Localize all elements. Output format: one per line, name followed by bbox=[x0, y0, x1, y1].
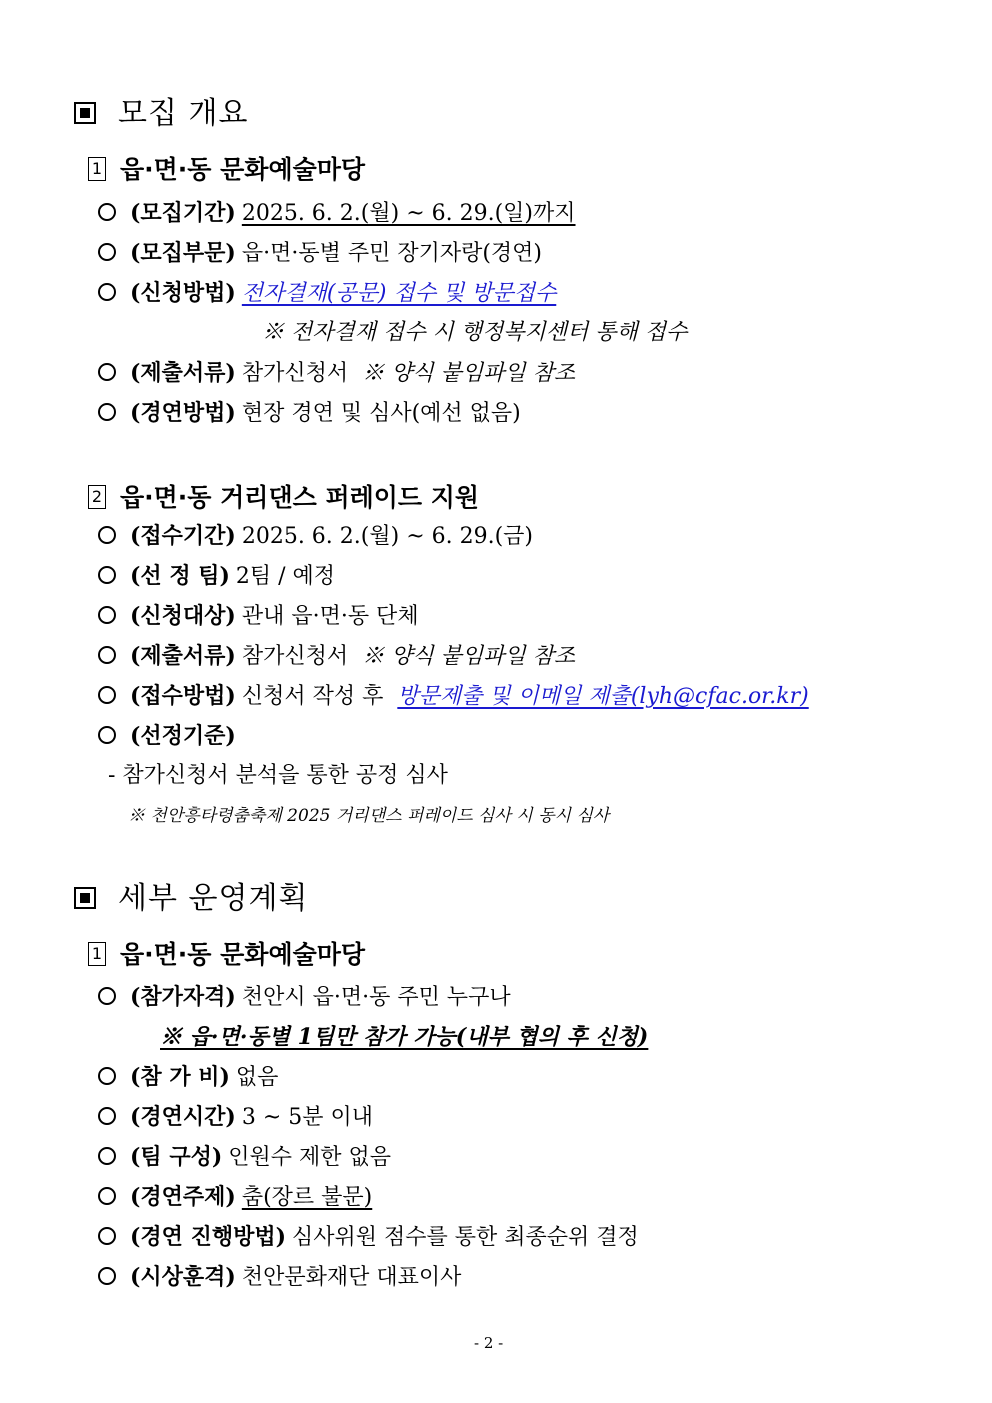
number-box-icon: 1 bbox=[88, 157, 106, 181]
subsection-title: 읍·면·동 거리댄스 퍼레이드 지원 bbox=[120, 483, 480, 512]
subsection-heading bbox=[88, 935, 365, 971]
item-label: (경연 진행방법) bbox=[130, 1224, 286, 1250]
item-note: ※ 양식 붙임파일 참조 bbox=[362, 644, 576, 669]
list-item bbox=[98, 238, 542, 268]
item-value: 현장 경연 및 심사(예선 없음) bbox=[241, 401, 521, 426]
item-label: (신청대상) bbox=[130, 603, 236, 629]
subsection-title: 읍·면·동 문화예술마당 bbox=[120, 940, 366, 969]
filled-square-icon bbox=[74, 102, 96, 124]
list-item bbox=[98, 641, 575, 671]
list-item bbox=[98, 721, 242, 751]
list-item bbox=[98, 561, 335, 591]
item-label: (선정기준) bbox=[130, 723, 236, 749]
circle-bullet-icon bbox=[98, 203, 116, 221]
email-submission-text: 방문제출 및 이메일 제출(lyh@cfac.or.kr) bbox=[397, 684, 809, 709]
item-value: 관내 읍·면·동 단체 bbox=[241, 604, 419, 629]
item-label: (모집부문) bbox=[130, 240, 236, 266]
item-value: 참가신청서 bbox=[241, 361, 349, 386]
section-heading bbox=[74, 873, 308, 917]
circle-bullet-icon bbox=[98, 606, 116, 624]
subsection-title: 읍·면·동 문화예술마당 bbox=[120, 155, 366, 184]
circle-bullet-icon bbox=[98, 403, 116, 421]
item-label: (접수기간) bbox=[130, 523, 236, 549]
circle-bullet-icon bbox=[98, 726, 116, 744]
list-item bbox=[98, 982, 511, 1012]
circle-bullet-icon bbox=[98, 646, 116, 664]
item-value: 2025. 6. 2.(월) ~ 6. 29.(일)까지 bbox=[241, 201, 576, 226]
item-value: 참가신청서 bbox=[241, 644, 349, 669]
page-number: - 2 - bbox=[474, 1334, 504, 1352]
list-item bbox=[98, 358, 575, 388]
item-value: 읍·면·동별 주민 장기자랑(경연) bbox=[241, 241, 542, 266]
criteria-note: ※ 천안흥타령춤축제 2025 거리댄스 퍼레이드 심사 시 동시 심사 bbox=[128, 806, 610, 826]
item-label: (팀 구성) bbox=[130, 1144, 223, 1170]
number-box-icon: 1 bbox=[88, 942, 106, 966]
item-value: 없음 bbox=[235, 1065, 279, 1090]
item-label: (제출서류) bbox=[130, 643, 236, 669]
list-item bbox=[98, 1262, 461, 1292]
list-item bbox=[98, 198, 576, 228]
criteria-text: - 참가신청서 분석을 통한 공정 심사 bbox=[108, 763, 448, 788]
circle-bullet-icon bbox=[98, 1107, 116, 1125]
list-item bbox=[98, 1222, 639, 1252]
circle-bullet-icon bbox=[98, 1147, 116, 1165]
list-item bbox=[98, 278, 556, 308]
circle-bullet-icon bbox=[98, 243, 116, 261]
item-value: 2팀 / 예정 bbox=[235, 564, 336, 589]
circle-bullet-icon bbox=[98, 363, 116, 381]
eligibility-note-text: ※ 읍·면·동별 1팀만 참가 가능(내부 협의 후 신청) bbox=[160, 1024, 649, 1050]
circle-bullet-icon bbox=[98, 1267, 116, 1285]
item-label: (참가자격) bbox=[130, 984, 236, 1010]
item-label: (시상훈격) bbox=[130, 1264, 236, 1290]
item-value: 2025. 6. 2.(월) ~ 6. 29.(금) bbox=[241, 524, 534, 549]
item-label: (신청방법) bbox=[130, 280, 236, 306]
circle-bullet-icon bbox=[98, 686, 116, 704]
note: ※ 전자결재 접수 시 행정복지센터 통해 접수 bbox=[262, 320, 688, 345]
list-item bbox=[98, 1182, 372, 1212]
circle-bullet-icon bbox=[98, 283, 116, 301]
item-value: 3 ~ 5분 이내 bbox=[241, 1105, 373, 1130]
circle-bullet-icon bbox=[98, 1187, 116, 1205]
circle-bullet-icon bbox=[98, 566, 116, 584]
section-heading bbox=[74, 88, 248, 132]
item-note: ※ 양식 붙임파일 참조 bbox=[362, 361, 576, 386]
section-title: 세부 운영계획 bbox=[118, 881, 309, 916]
item-value: 인원수 제한 없음 bbox=[228, 1145, 391, 1170]
list-item bbox=[98, 1062, 278, 1092]
list-item bbox=[98, 398, 521, 428]
eligibility-note bbox=[160, 1022, 648, 1052]
item-label: (경연주제) bbox=[130, 1184, 236, 1210]
item-value: 천안시 읍·면·동 주민 누구나 bbox=[241, 985, 511, 1010]
circle-bullet-icon bbox=[98, 1067, 116, 1085]
item-label: (참 가 비) bbox=[130, 1064, 230, 1090]
item-label: (제출서류) bbox=[130, 360, 236, 386]
circle-bullet-icon bbox=[98, 987, 116, 1005]
item-value: 신청서 작성 후 bbox=[241, 684, 384, 709]
item-value: 천안문화재단 대표이사 bbox=[241, 1265, 462, 1290]
section-title: 모집 개요 bbox=[118, 96, 249, 131]
list-item bbox=[98, 1102, 373, 1132]
list-item bbox=[98, 601, 419, 631]
item-value: 춤(장르 불문) bbox=[241, 1185, 373, 1210]
number-box-icon: 2 bbox=[88, 485, 106, 509]
item-label: (접수방법) bbox=[130, 683, 236, 709]
subsection-heading bbox=[88, 478, 479, 514]
list-item bbox=[98, 1142, 391, 1172]
item-label: (선 정 팀) bbox=[130, 563, 230, 589]
item-label: (경연시간) bbox=[130, 1104, 236, 1130]
filled-square-icon bbox=[74, 887, 96, 909]
item-value: 심사위원 점수를 통한 최종순위 결정 bbox=[292, 1225, 639, 1250]
circle-bullet-icon bbox=[98, 526, 116, 544]
circle-bullet-icon bbox=[98, 1227, 116, 1245]
item-label: (모집기간) bbox=[130, 200, 236, 226]
list-item bbox=[98, 681, 809, 711]
item-label: (경연방법) bbox=[130, 400, 236, 426]
item-value: 전자결재(공문) 접수 및 방문접수 bbox=[241, 281, 557, 306]
list-item bbox=[98, 521, 533, 551]
subsection-heading bbox=[88, 150, 365, 186]
